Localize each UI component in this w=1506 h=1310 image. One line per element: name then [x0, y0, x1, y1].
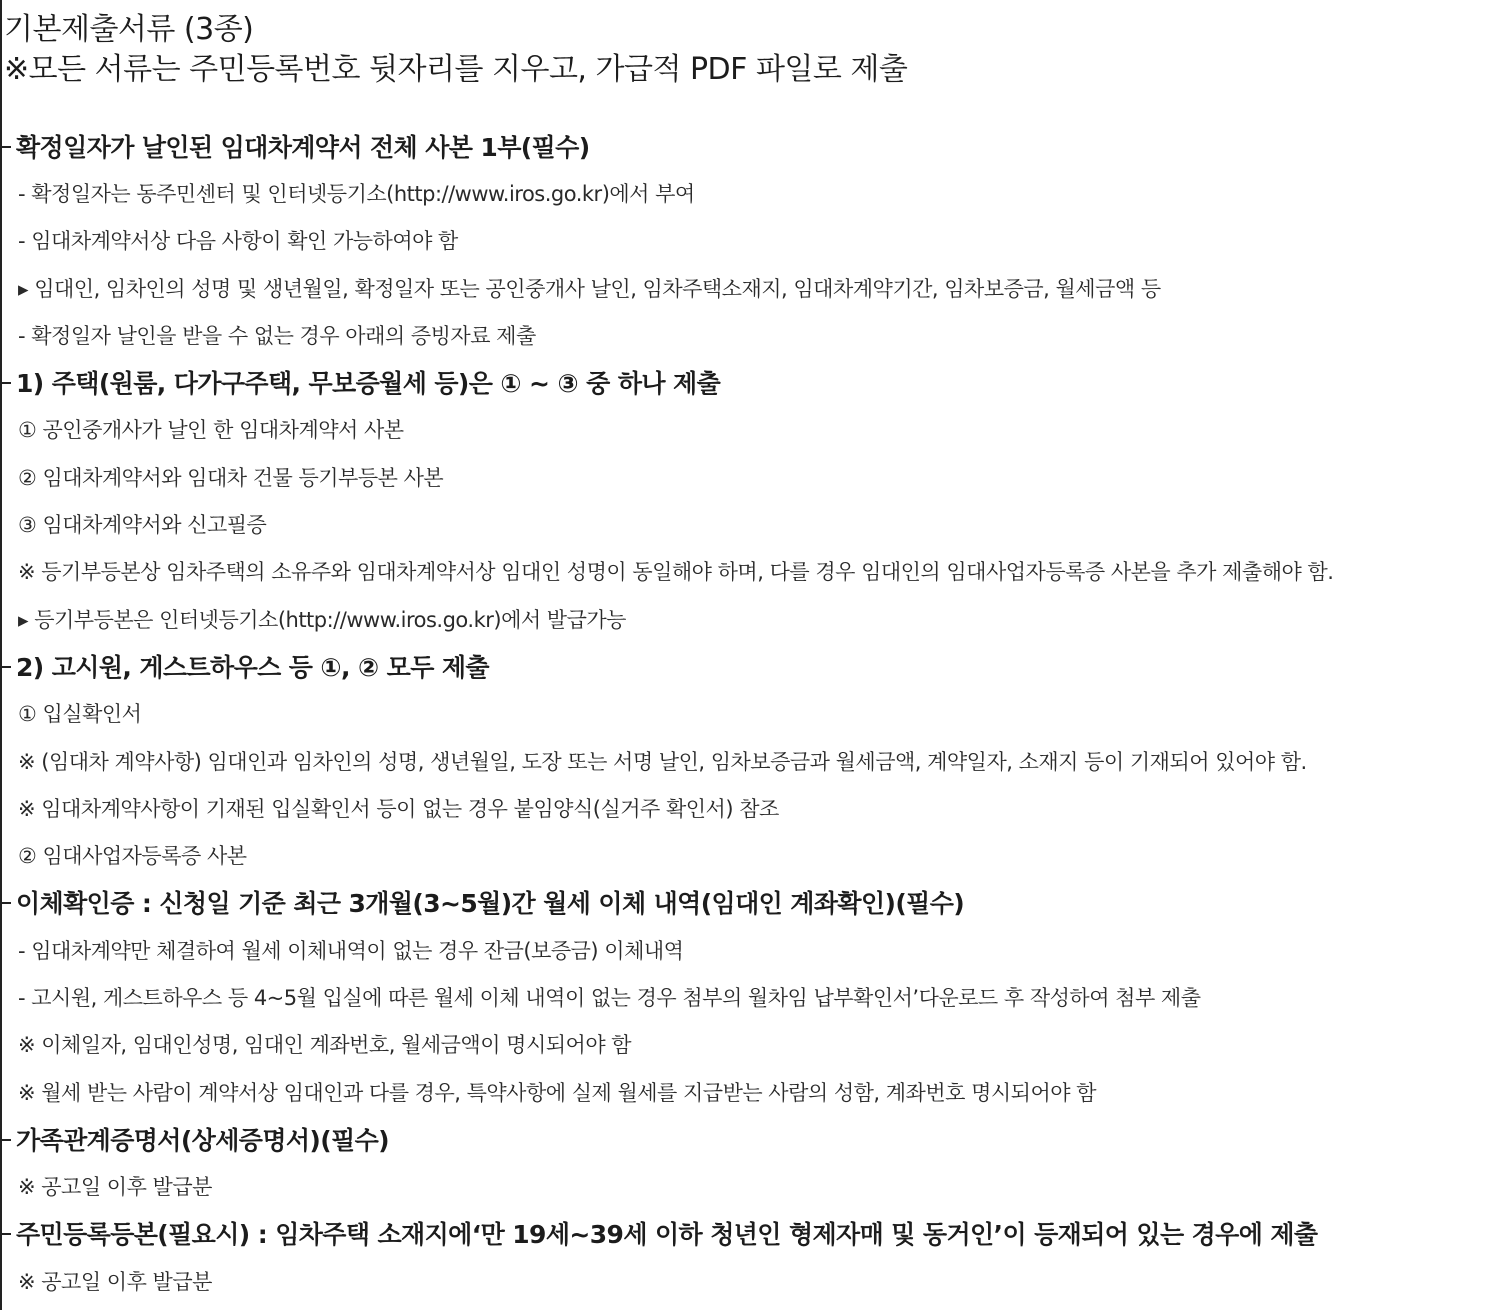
- section-heading-text: 가족관계증명서(상세증명서)(필수): [16, 1125, 390, 1155]
- list-item: - 확정일자는 동주민센터 및 인터넷등기소(http://www.iros.go.kr)에서 부여: [18, 181, 695, 206]
- list-item: - 임대차계약서상 다음 사항이 확인 가능하여야 함: [18, 229, 458, 254]
- list-item: ② 임대사업자등록증 사본: [18, 844, 247, 869]
- section-heading-text: 주민등록등본(필요시) : 임차주택 소재지에‘만 19세~39세 이하 청년인 형제자매 및 동거인’이 등재되어 있는 경우에 제출: [16, 1220, 1318, 1250]
- list-item: ③ 임대차계약서와 신고필증: [18, 513, 267, 538]
- list-item: - 고시원, 게스트하우스 등 4~5월 입실에 따른 월세 이체 내역이 없는 경우 첨부의 월차임 납부확인서’다운로드 후 작성하여 첨부 제출: [18, 985, 1201, 1010]
- section-heading: [0, 358, 1506, 405]
- list-item: ※ 등기부등본상 임차주택의 소유주와 임대차계약서상 임대인 성명이 동일해야 하며, 다를 경우 임대인의 임대사업자등록증 사본을 추가 제출해야 함.: [18, 560, 1334, 585]
- section-heading: [0, 1210, 1506, 1257]
- section-heading-text: 2) 고시원, 게스트하우스 등 ①, ② 모두 제출: [16, 652, 489, 682]
- document-list: [0, 122, 1506, 1304]
- dash-marker: [2, 382, 11, 384]
- list-item: ※ 공고일 이후 발급분: [18, 1175, 212, 1200]
- list-item: ※ 월세 받는 사람이 계약서상 임대인과 다를 경우, 특약사항에 실제 월세를 지급받는 사람의 성함, 계좌번호 명시되어야 함: [18, 1080, 1096, 1105]
- dash-marker: [2, 1139, 11, 1141]
- list-item: ② 임대차계약서와 임대차 건물 등기부등본 사본: [18, 465, 444, 490]
- section-heading-text: 1) 주택(원룸, 다가구주택, 무보증월세 등)은 ① ~ ③ 중 하나 제출: [16, 369, 721, 399]
- section-heading-text: 확정일자가 날인된 임대차계약서 전체 사본 1부(필수): [16, 132, 590, 162]
- list-item: ※ (임대차 계약사항) 임대인과 임차인의 성명, 생년월일, 도장 또는 서명 날인, 임차보증금과 월세금액, 계약일자, 소재지 등이 기재되어 있어야 함.: [18, 749, 1307, 774]
- list-item: ① 입실확인서: [18, 702, 142, 727]
- section-heading: [0, 879, 1506, 926]
- dash-marker: [2, 146, 11, 148]
- list-item: ▸ 임대인, 임차인의 성명 및 생년월일, 확정일자 또는 공인중개사 날인, 임차주택소재지, 임대차계약기간, 임차보증금, 월세금액 등: [18, 276, 1161, 301]
- section-heading: [0, 122, 1506, 169]
- list-item: ▸ 등기부등본은 인터넷등기소(http://www.iros.go.kr)에서 발급가능: [18, 607, 626, 632]
- list-item: ① 공인중개사가 날인 한 임대차계약서 사본: [18, 418, 404, 443]
- list-item: ※ 이체일자, 임대인성명, 임대인 계좌번호, 월세금액이 명시되어야 함: [18, 1033, 632, 1058]
- dash-marker: [2, 902, 11, 904]
- title-line-2: ※모든 서류는 주민등록번호 뒷자리를 지우고, 가급적 PDF 파일로 제출: [4, 52, 908, 87]
- dash-marker: [2, 1233, 11, 1235]
- list-item: ※ 공고일 이후 발급분: [18, 1269, 212, 1294]
- section-heading: [0, 1115, 1506, 1162]
- title-line-1: 기본제출서류 (3종): [4, 12, 254, 47]
- section-heading: [0, 642, 1506, 689]
- list-item: - 임대차계약만 체결하여 월세 이체내역이 없는 경우 잔금(보증금) 이체내역: [18, 938, 684, 963]
- list-item: - 확정일자 날인을 받을 수 없는 경우 아래의 증빙자료 제출: [18, 323, 536, 348]
- page-title: [4, 10, 907, 90]
- dash-marker: [2, 666, 11, 668]
- list-item: ※ 임대차계약사항이 기재된 입실확인서 등이 없는 경우 붙임양식(실거주 확인서) 참조: [18, 796, 779, 821]
- section-heading-text: 이체확인증 : 신청일 기준 최근 3개월(3~5월)간 월세 이체 내역(임대인 계좌확인)(필수): [16, 889, 965, 919]
